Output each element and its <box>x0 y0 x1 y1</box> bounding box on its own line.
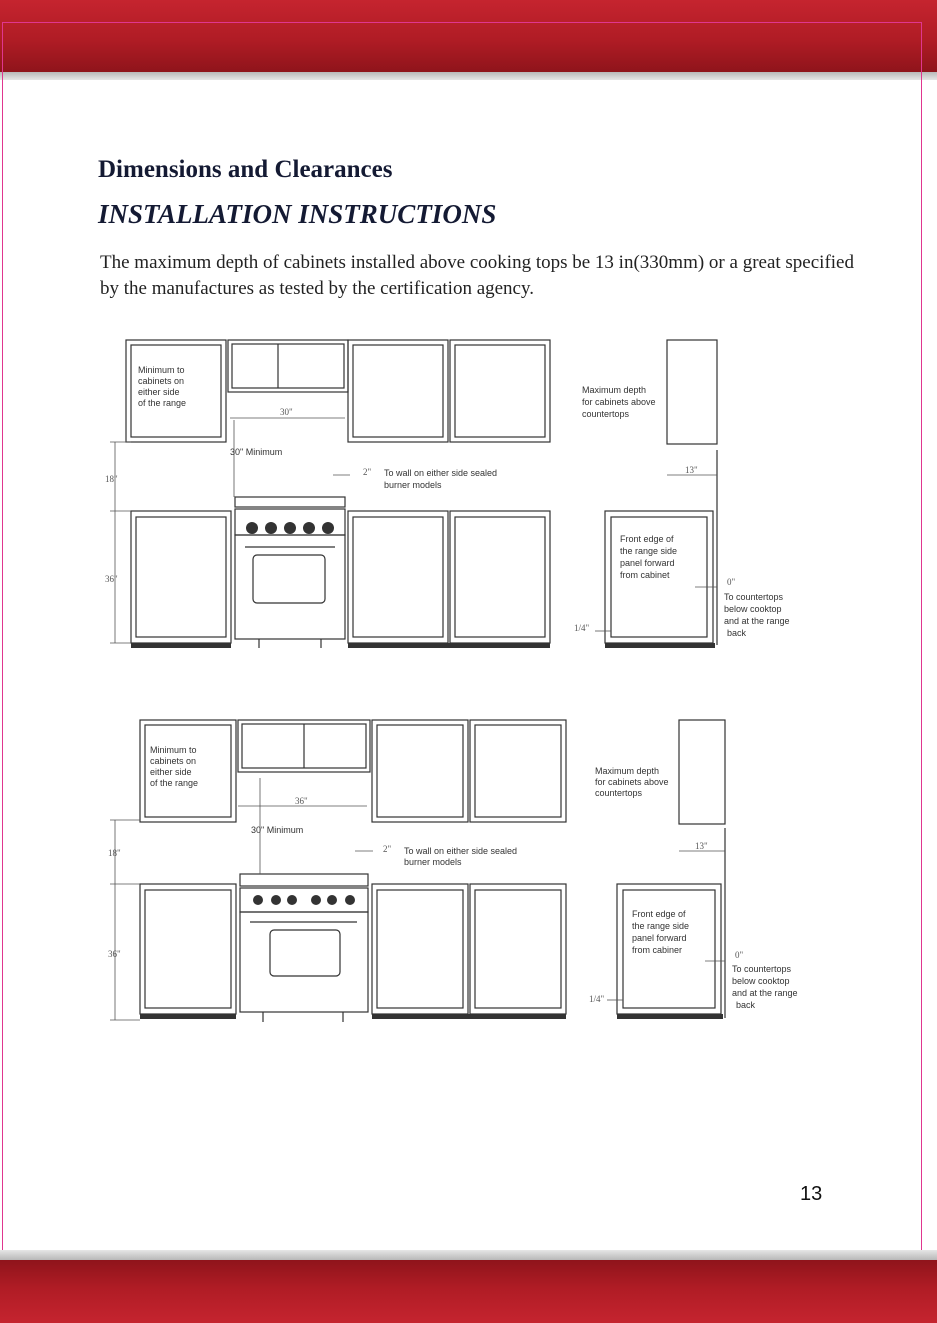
min-clearance-label: 30" Minimum <box>251 825 304 835</box>
lower-cabinet-left <box>131 511 231 643</box>
hood-cabinet <box>228 340 348 392</box>
note-max-depth-2: for cabinets above <box>595 777 669 787</box>
lower-cabinet-right-1 <box>348 511 448 643</box>
side-upper-cabinet <box>667 340 717 444</box>
note-min-cabinets-3: either side <box>150 767 192 777</box>
dim-18: 18" <box>108 848 121 858</box>
range-cooktop <box>240 874 368 886</box>
note-max-depth-3: countertops <box>595 788 643 798</box>
lower-cabinet-right-2 <box>470 884 566 1014</box>
note-min-cabinets-3: either side <box>138 387 180 397</box>
note-min-cabinets-4: of the range <box>138 398 187 408</box>
upper-cabinet-right-1 <box>372 720 468 822</box>
dim-36: 36" <box>105 574 118 584</box>
note-max-depth-1: Maximum depth <box>582 385 647 395</box>
dim-wall: 2" <box>363 467 372 477</box>
note-countertops-4: back <box>736 1000 756 1010</box>
upper-cabinet-right-2 <box>470 720 566 822</box>
dim-0: 0" <box>727 577 736 587</box>
note-countertops-1: To countertops <box>724 592 784 602</box>
note-front-edge-3: panel forward <box>632 933 687 943</box>
note-front-edge-4: from cabinet <box>620 570 670 580</box>
upper-cabinet-right-2 <box>450 340 550 442</box>
note-countertops-4: back <box>727 628 747 638</box>
footer-band <box>0 1260 937 1323</box>
page-title: Dimensions and Clearances <box>98 156 393 183</box>
side-upper-cabinet <box>679 720 725 824</box>
intro-paragraph: The maximum depth of cabinets installed above cooking tops be 13 in(330mm) or a great specified by the manufactures as tested by the certification agency. <box>100 252 854 299</box>
note-min-cabinets-4: of the range <box>150 778 199 788</box>
range-cooktop <box>235 497 345 507</box>
header-band <box>0 0 937 72</box>
note-min-cabinets-1: Minimum to <box>138 365 185 375</box>
note-front-edge-2: the range side <box>620 546 678 556</box>
note-front-edge-3: panel forward <box>620 558 675 568</box>
clearance-diagram-36 <box>95 708 845 1048</box>
dim-width: 36" <box>295 796 308 806</box>
footer-shade <box>0 1250 937 1260</box>
page-number: 13 <box>800 1183 823 1205</box>
range-oven <box>235 535 345 639</box>
note-wall-1: To wall on either side sealed <box>404 846 518 856</box>
dim-36: 36" <box>108 949 121 959</box>
dim-13: 13" <box>685 465 698 475</box>
note-min-cabinets-1: Minimum to <box>150 745 197 755</box>
note-front-edge-4: from cabiner <box>632 945 683 955</box>
dim-width: 30" <box>280 407 293 417</box>
note-wall-1: To wall on either side sealed <box>384 468 498 478</box>
note-countertops-2: below cooktop <box>732 976 790 986</box>
note-min-cabinets-2: cabinets on <box>150 756 197 766</box>
dim-quarter: 1/4" <box>574 623 590 633</box>
note-max-depth-1: Maximum depth <box>595 766 660 776</box>
note-countertops-2: below cooktop <box>724 604 782 614</box>
min-clearance-label: 30" Minimum <box>230 447 283 457</box>
dim-quarter: 1/4" <box>589 994 605 1004</box>
note-min-cabinets-2: cabinets on <box>138 376 185 386</box>
lower-cabinet-right-2 <box>450 511 550 643</box>
note-countertops-3: and at the range <box>732 988 798 998</box>
upper-cabinet-right-1 <box>348 340 448 442</box>
note-front-edge-1: Front edge of <box>632 909 686 919</box>
note-max-depth-3: countertops <box>582 409 630 419</box>
note-countertops-1: To countertops <box>732 964 792 974</box>
note-front-edge-1: Front edge of <box>620 534 674 544</box>
dim-13: 13" <box>695 841 708 851</box>
section-heading: INSTALLATION INSTRUCTIONS <box>98 199 497 229</box>
clearance-diagram-30 <box>95 325 845 665</box>
dim-0: 0" <box>735 950 744 960</box>
note-wall-2: burner models <box>404 857 462 867</box>
lower-cabinet-right-1 <box>372 884 468 1014</box>
lower-cabinet-left <box>140 884 236 1014</box>
header-shade <box>0 72 937 80</box>
dim-18: 18" <box>105 474 118 484</box>
range-oven <box>240 912 368 1012</box>
dim-wall: 2" <box>383 844 392 854</box>
note-countertops-3: and at the range <box>724 616 790 626</box>
note-front-edge-2: the range side <box>632 921 690 931</box>
note-wall-2: burner models <box>384 480 442 490</box>
note-max-depth-2: for cabinets above <box>582 397 656 407</box>
